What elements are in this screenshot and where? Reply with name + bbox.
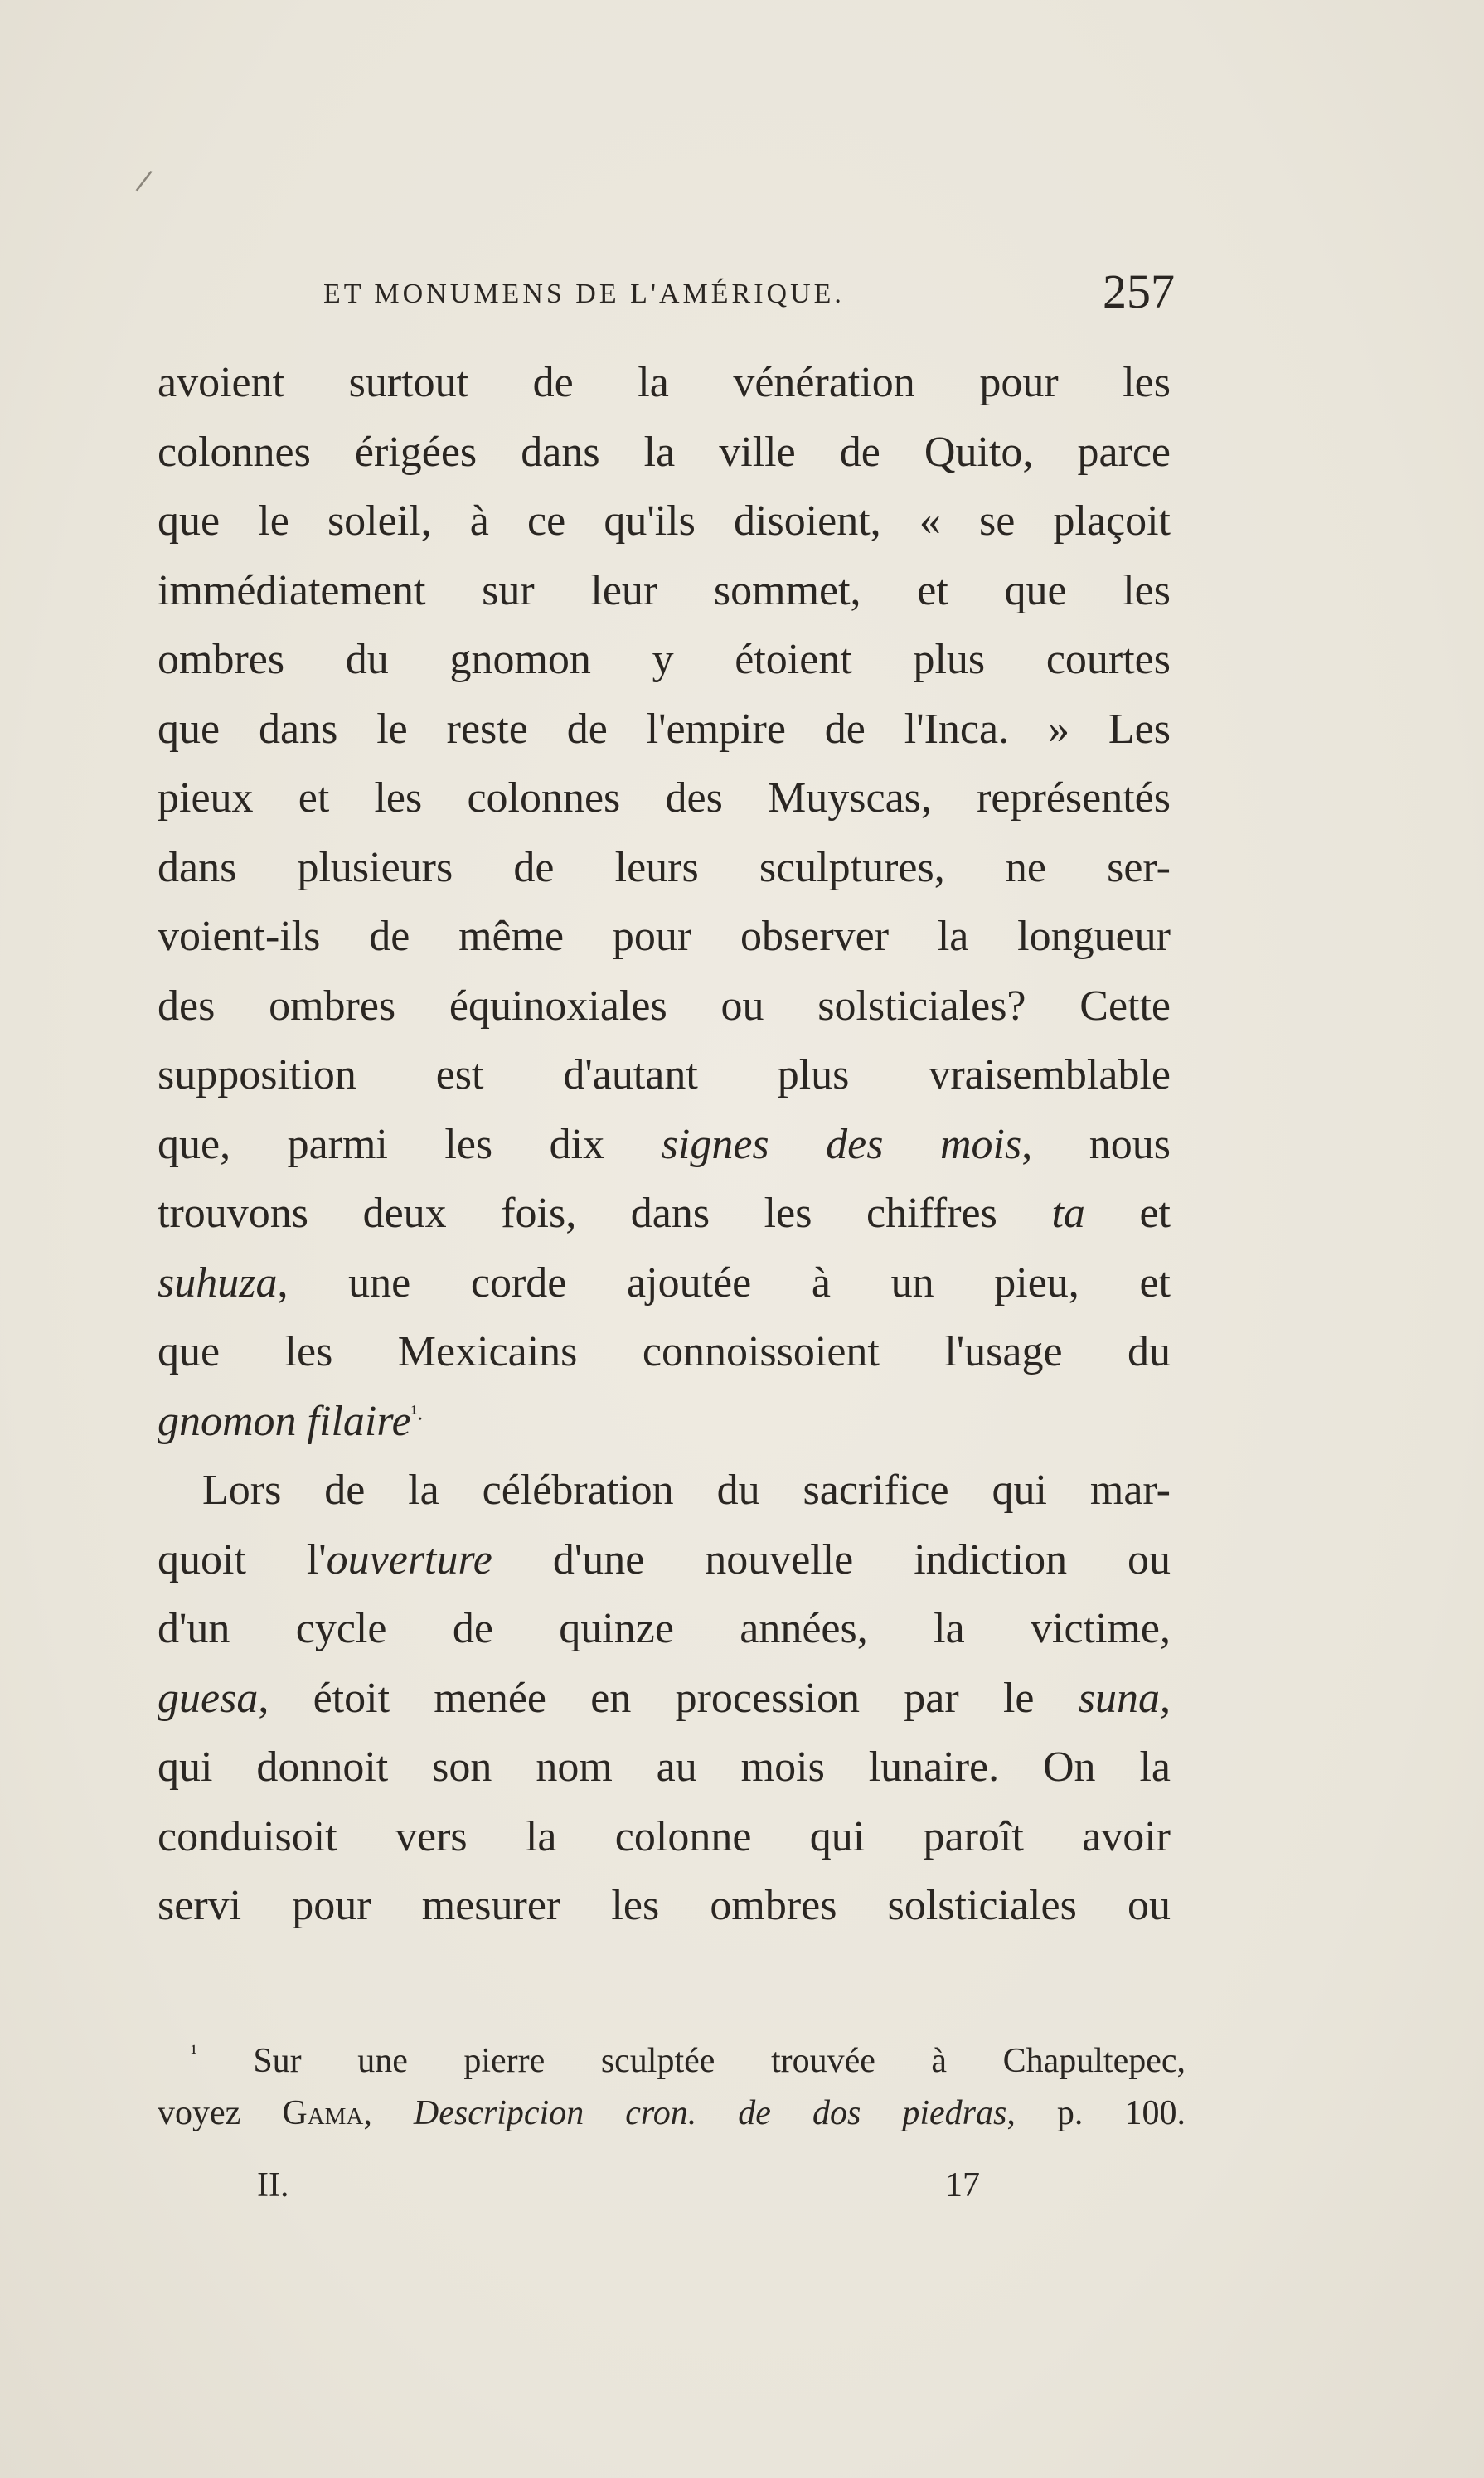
- text-run: ombres du gnomon y étoient plus courtes: [158, 636, 1171, 683]
- text-line: [158, 487, 1171, 556]
- signature-line: [158, 2165, 1186, 2223]
- text-run: d'une nouvelle indiction ou: [492, 1535, 1171, 1583]
- text-run: qui donnoit son nom au mois lunaire. On la: [158, 1743, 1171, 1791]
- running-head: [158, 264, 1194, 338]
- text-run: avoient surtout de la vénération pour les: [158, 359, 1171, 406]
- footnote-ref: ¹.: [410, 1400, 424, 1425]
- italic-term: suna: [1078, 1674, 1160, 1722]
- text-run: voient-ils de même pour observer la longueur: [158, 913, 1171, 960]
- text-line: [158, 833, 1171, 903]
- text-run: que les Mexicains connoissoient l'usage du: [158, 1328, 1171, 1375]
- text-run: conduisoit vers la colonne qui paroît avoir: [158, 1812, 1171, 1860]
- text-line: [158, 556, 1171, 626]
- text-run: que, parmi les dix: [158, 1120, 662, 1168]
- text-run: quoit l': [158, 1535, 327, 1583]
- text-line: [158, 1733, 1171, 1802]
- text-line: [158, 1802, 1171, 1872]
- footnote-sep: ,: [363, 2094, 414, 2132]
- footnote-prefix: voyez: [158, 2094, 283, 2132]
- text-line: [158, 1110, 1171, 1180]
- footnote-author: Gama: [282, 2094, 364, 2132]
- text-line: [158, 625, 1171, 695]
- text-line: [158, 1179, 1171, 1249]
- text-run: servi pour mesurer les ombres solsticiales ou: [158, 1882, 1171, 1929]
- text-line: [158, 1871, 1171, 1941]
- text-run: , une corde ajoutée à un pieu, et: [277, 1258, 1171, 1307]
- text-run: que le soleil, à ce qu'ils disoient, « se plaçoit: [158, 497, 1171, 545]
- text-run: dans plusieurs de leurs sculptures, ne ser-: [158, 843, 1171, 891]
- text-run: Lors de la célébration du sacrifice qui mar-: [202, 1467, 1171, 1514]
- text-line: [158, 348, 1171, 418]
- text-line: [158, 1456, 1171, 1525]
- text-line: [158, 972, 1171, 1041]
- footnote-suffix: , p. 100.: [1006, 2094, 1186, 2132]
- text-line: [158, 418, 1171, 487]
- margin-mark-slash: /: [133, 163, 154, 198]
- italic-term: signes des mois: [661, 1120, 1022, 1168]
- footnote-marker: ¹: [191, 2040, 197, 2064]
- text-line: [158, 1594, 1171, 1664]
- text-run: pieux et les colonnes des Muyscas, représentés: [158, 774, 1171, 822]
- sheet-signature: 17: [945, 2166, 980, 2204]
- text-run: des ombres équinoxiales ou solsticiales? Cette: [158, 982, 1171, 1030]
- text-run: supposition est d'autant plus vraisemblable: [158, 1051, 1171, 1098]
- body-text: [158, 348, 1171, 1941]
- footnote-line-2: [158, 2088, 1186, 2140]
- text-run: , nous: [1021, 1120, 1171, 1168]
- volume-number: II.: [257, 2166, 289, 2204]
- running-head-title: ET MONUMENS DE L'AMÉRIQUE.: [323, 279, 845, 309]
- page-number: 257: [1103, 264, 1175, 318]
- text-run: d'un cycle de quinze années, la victime,: [158, 1605, 1171, 1652]
- italic-term: ouverture: [326, 1535, 492, 1583]
- footnote: [158, 2035, 1186, 2140]
- text-line: [158, 1040, 1171, 1110]
- text-run: , étoit menée en procession par le: [258, 1674, 1079, 1722]
- text-line: [158, 902, 1171, 972]
- text-line: [158, 764, 1171, 833]
- italic-term: guesa: [158, 1674, 259, 1722]
- text-line: [158, 1317, 1171, 1387]
- italic-term: ta: [1051, 1190, 1085, 1237]
- text-run: colonnes érigées dans la ville de Quito, parce: [158, 428, 1171, 476]
- text-run: ,: [1160, 1674, 1171, 1722]
- italic-term: suhuza: [158, 1258, 278, 1307]
- text-run: et: [1084, 1190, 1171, 1237]
- text-run: que dans le reste de l'empire de l'Inca. » Les: [158, 705, 1171, 753]
- text-line: [158, 1525, 1171, 1595]
- text-line: [158, 1387, 1171, 1457]
- italic-term: gnomon filaire: [158, 1397, 411, 1445]
- footnote-line-1: [158, 2035, 1186, 2088]
- text-line: [158, 695, 1171, 764]
- footnote-text-1: Sur une pierre sculptée trouvée à Chapultepec,: [253, 2042, 1186, 2080]
- footnote-work-title: Descripcion cron. de dos piedras: [413, 2094, 1007, 2132]
- text-line: [158, 1664, 1171, 1734]
- text-run: trouvons deux fois, dans les chiffres: [158, 1190, 1052, 1237]
- text-line: [158, 1249, 1171, 1318]
- text-run: immédiatement sur leur sommet, et que les: [158, 566, 1171, 614]
